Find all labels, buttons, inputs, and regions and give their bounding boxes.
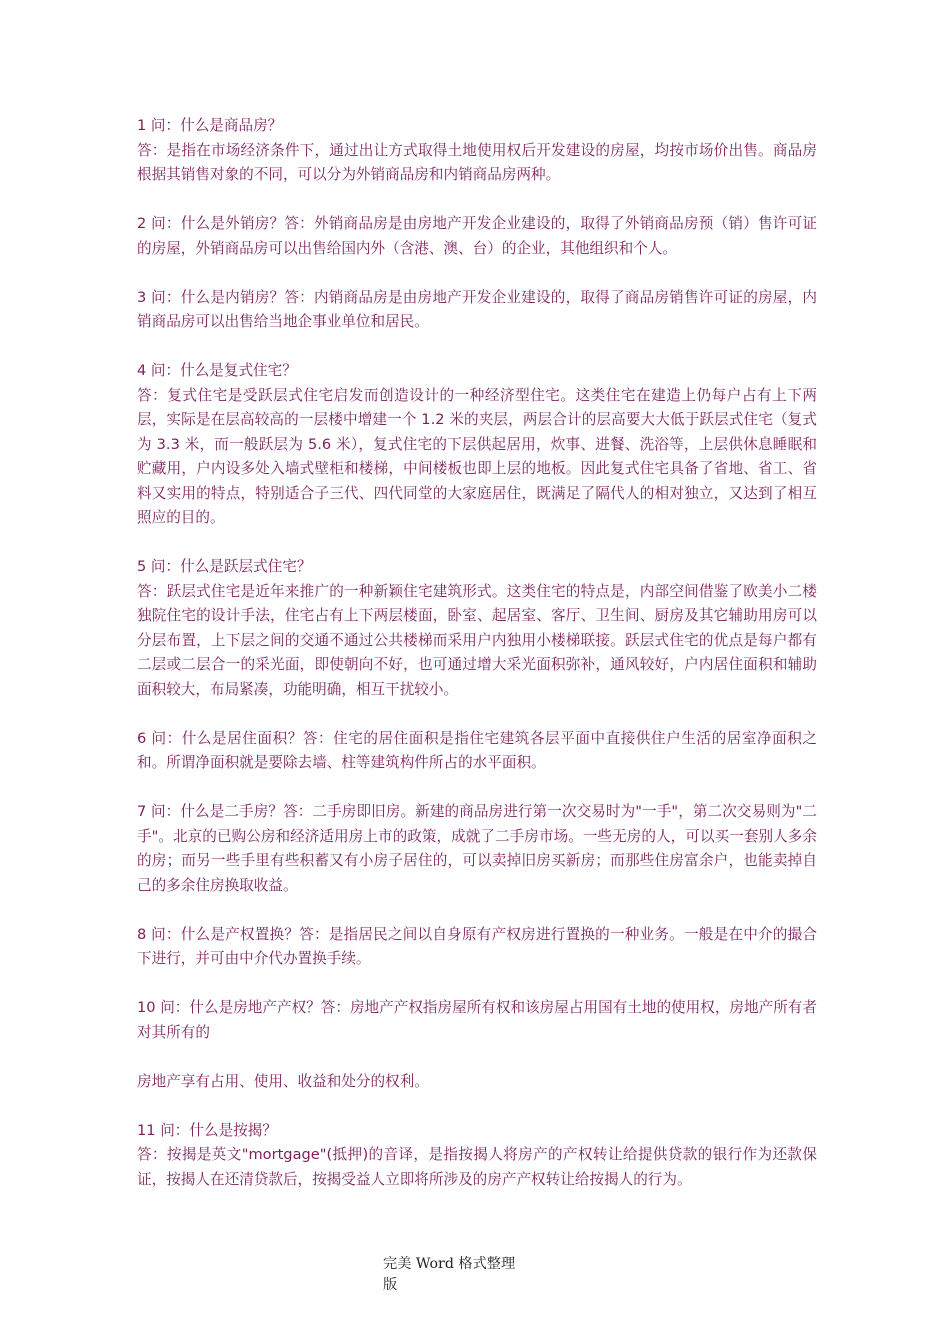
qa-item-2 <box>137 212 817 261</box>
qa-item-1 <box>137 114 817 188</box>
question-11: 11 问：什么是按揭？ <box>137 1121 277 1139</box>
answer-4: 答：复式住宅是受跃层式住宅启发而创造设计的一种经济型住宅。这类住宅在建造上仍每户占有上下两层，实际是在层高较高的一层楼中增建一个 1.2 米的夹层，两层合计的层高要大大低于跃层式住宅（复式为 3.3 米，而一般跃层为 5.6 米），复式住宅的下层供起居用，炊事、进餐、洗浴等，上层供休息睡眠和贮藏用，户内设多处入墙式壁柜和楼梯，中间楼板也即上层的地板。因此复式住宅具备了省地、省工、省料又实用的特点，特别适合子三代、四代同堂的大家庭居住，既满足了隔代人的相对独立，又达到了相互照应的目的。 <box>137 386 817 526</box>
qa-text-10-continued: 房地产享有占用、使用、收益和处分的权利。 <box>137 1072 429 1090</box>
answer-5: 答：跃层式住宅是近年来推广的一种新颖住宅建筑形式。这类住宅的特点是，内部空间借鉴了欧美小二楼独院住宅的设计手法，住宅占有上下两层楼面，卧室、起居室、客厅、卫生间、厨房及其它辅助用房可以分层布置，上下层之间的交通不通过公共楼梯而采用户内独用小楼梯联接。跃层式住宅的优点是每户都有二层或二层合一的采光面，即使朝向不好，也可通过增大采光面积弥补，通风较好，户内居住面积和辅助面积较大，布局紧凑，功能明确，相互干扰较小。 <box>137 582 817 698</box>
qa-item-10 <box>137 996 817 1045</box>
qa-item-11 <box>137 1119 817 1193</box>
qa-item-3 <box>137 286 817 335</box>
qa-item-5 <box>137 555 817 702</box>
qa-text-6: 6 问：什么是居住面积？答：住宅的居住面积是指住宅建筑各层平面中直接供住户生活的居室净面积之和。所谓净面积就是要除去墙、柱等建筑构件所占的水平面积。 <box>137 729 817 771</box>
qa-text-2: 2 问：什么是外销房？答：外销商品房是由房地产开发企业建设的，取得了外销商品房预（销）售许可证的房屋，外销商品房可以出售给国内外（含港、澳、台）的企业，其他组织和个人。 <box>137 215 817 257</box>
question-1: 1 问：什么是商品房？ <box>137 117 283 134</box>
question-4: 4 问：什么是复式住宅？ <box>137 362 297 379</box>
answer-11: 答：按揭是英文"mortgage"(抵押)的音译，是指按揭人将房产的产权转让给提供贷款的银行作为还款保证，按揭人在还清贷款后，按揭受益人立即将所涉及的房产产权转让给按揭人的行为。 <box>137 1146 817 1188</box>
qa-text-3: 3 问：什么是内销房？答：内销商品房是由房地产开发企业建设的，取得了商品房销售许可证的房屋，内销商品房可以出售给当地企事业单位和居民。 <box>137 288 817 330</box>
qa-item-7 <box>137 800 817 898</box>
qa-item-10-continuation <box>137 1070 817 1095</box>
qa-item-4 <box>137 359 817 531</box>
footer-line-1: 完美 Word 格式整理 <box>383 1256 516 1272</box>
qa-item-8 <box>137 923 817 972</box>
footer-line-2: 版 <box>383 1277 398 1293</box>
question-5: 5 问：什么是跃层式住宅？ <box>137 558 312 575</box>
qa-text-8: 8 问：什么是产权置换？答：是指居民之间以自身原有产权房进行置换的一种业务。一般是在中介的撮合下进行，并可由中介代办置换手续。 <box>137 925 817 967</box>
qa-item-6 <box>137 727 817 776</box>
document-body <box>137 114 817 1217</box>
qa-text-10: 10 问：什么是房地产产权？答：房地产产权指房屋所有权和该房屋占用国有土地的使用权，房地产所有者对其所有的 <box>137 999 817 1041</box>
qa-text-7: 7 问：什么是二手房？答：二手房即旧房。新建的商品房进行第一次交易时为"一手"，第二次交易则为"二手"。北京的已购公房和经济适用房上市的政策，成就了二手房市场。一些无房的人，可以买一套别人多余的房；而另一些手里有些积蓄又有小房子居住的，可以卖掉旧房买新房；而那些住房富余户，也能卖掉自己的多余住房换取收益。 <box>137 803 817 894</box>
answer-1: 答：是指在市场经济条件下，通过出让方式取得土地使用权后开发建设的房屋，均按市场价出售。商品房根据其销售对象的不同，可以分为外销商品房和内销商品房两种。 <box>137 141 817 183</box>
page-footer <box>383 1254 523 1296</box>
